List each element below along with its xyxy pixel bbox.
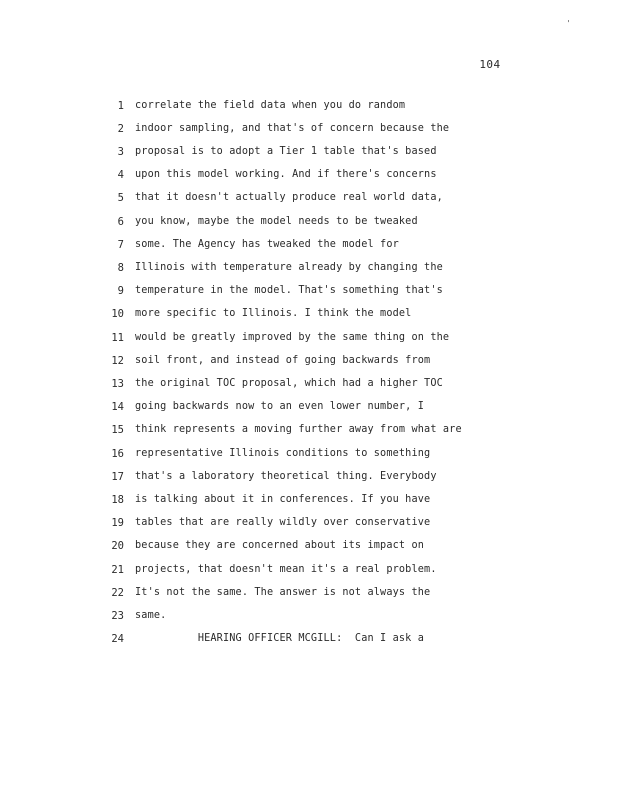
line-number: 3 <box>117 146 124 158</box>
transcript-line <box>0 471 619 489</box>
page-number: 104 <box>479 58 501 71</box>
transcript-line <box>0 633 619 651</box>
transcript-line <box>0 192 619 210</box>
transcript-line <box>0 308 619 326</box>
line-text: more specific to Illinois. I think the model <box>135 308 412 319</box>
line-number: 1 <box>117 100 124 112</box>
corner-mark: ' <box>566 19 571 28</box>
line-number: 11 <box>111 332 124 344</box>
transcript-line <box>0 216 619 234</box>
line-number: 16 <box>111 448 124 460</box>
line-text: Illinois with temperature already by changing the <box>135 262 443 273</box>
line-text: upon this model working. And if there's concerns <box>135 169 437 180</box>
transcript-line <box>0 239 619 257</box>
line-text: temperature in the model. That's something that's <box>135 285 443 296</box>
line-text: is talking about it in conferences. If you have <box>135 494 431 505</box>
transcript-line <box>0 100 619 118</box>
line-number: 18 <box>111 494 124 506</box>
transcript-line <box>0 355 619 373</box>
transcript-line <box>0 401 619 419</box>
line-number: 5 <box>117 192 124 204</box>
line-number: 7 <box>117 239 124 251</box>
transcript-line <box>0 123 619 141</box>
line-text: tables that are really wildly over conservative <box>135 517 431 528</box>
transcript-line <box>0 564 619 582</box>
transcript-line <box>0 517 619 535</box>
line-number: 9 <box>117 285 124 297</box>
line-number: 22 <box>111 587 124 599</box>
line-text: that it doesn't actually produce real world data, <box>135 192 443 203</box>
line-number: 15 <box>111 424 124 436</box>
line-number: 8 <box>117 262 124 274</box>
transcript-line <box>0 285 619 303</box>
transcript-line <box>0 610 619 628</box>
transcript-line <box>0 587 619 605</box>
transcript-line <box>0 378 619 396</box>
line-text: because they are concerned about its impact on <box>135 540 425 551</box>
line-text: indoor sampling, and that's of concern because the <box>135 123 450 134</box>
line-text: HEARING OFFICER MCGILL: Can I ask a <box>135 633 425 644</box>
line-number: 17 <box>111 471 124 483</box>
line-number: 14 <box>111 401 124 413</box>
line-text: It's not the same. The answer is not always the <box>135 587 431 598</box>
line-number: 4 <box>117 169 124 181</box>
line-text: projects, that doesn't mean it's a real problem. <box>135 564 437 575</box>
line-number: 20 <box>111 540 124 552</box>
transcript-line <box>0 448 619 466</box>
line-text: going backwards now to an even lower number, I <box>135 401 425 412</box>
line-text: representative Illinois conditions to something <box>135 448 431 459</box>
line-number: 21 <box>111 564 124 576</box>
line-text: you know, maybe the model needs to be tweaked <box>135 216 418 227</box>
transcript-line <box>0 169 619 187</box>
line-number: 23 <box>111 610 124 622</box>
transcript-line <box>0 424 619 442</box>
line-number: 6 <box>117 216 124 228</box>
line-text: soil front, and instead of going backwards from <box>135 355 431 366</box>
line-text: correlate the field data when you do random <box>135 100 406 111</box>
line-text: some. The Agency has tweaked the model for <box>135 239 399 250</box>
transcript-line <box>0 494 619 512</box>
transcript-line <box>0 332 619 350</box>
line-number: 2 <box>117 123 124 135</box>
line-text: that's a laboratory theoretical thing. Everybody <box>135 471 437 482</box>
line-number: 24 <box>111 633 124 645</box>
line-number: 19 <box>111 517 124 529</box>
transcript-line <box>0 540 619 558</box>
line-number: 10 <box>111 308 124 320</box>
line-text: would be greatly improved by the same thing on the <box>135 332 450 343</box>
transcript-line <box>0 146 619 164</box>
line-text: the original TOC proposal, which had a higher TOC <box>135 378 443 389</box>
line-number: 13 <box>111 378 124 390</box>
line-number: 12 <box>111 355 124 367</box>
line-text: proposal is to adopt a Tier 1 table that's based <box>135 146 437 157</box>
line-text: same. <box>135 610 167 621</box>
line-text: think represents a moving further away from what are <box>135 424 462 435</box>
transcript-line <box>0 262 619 280</box>
